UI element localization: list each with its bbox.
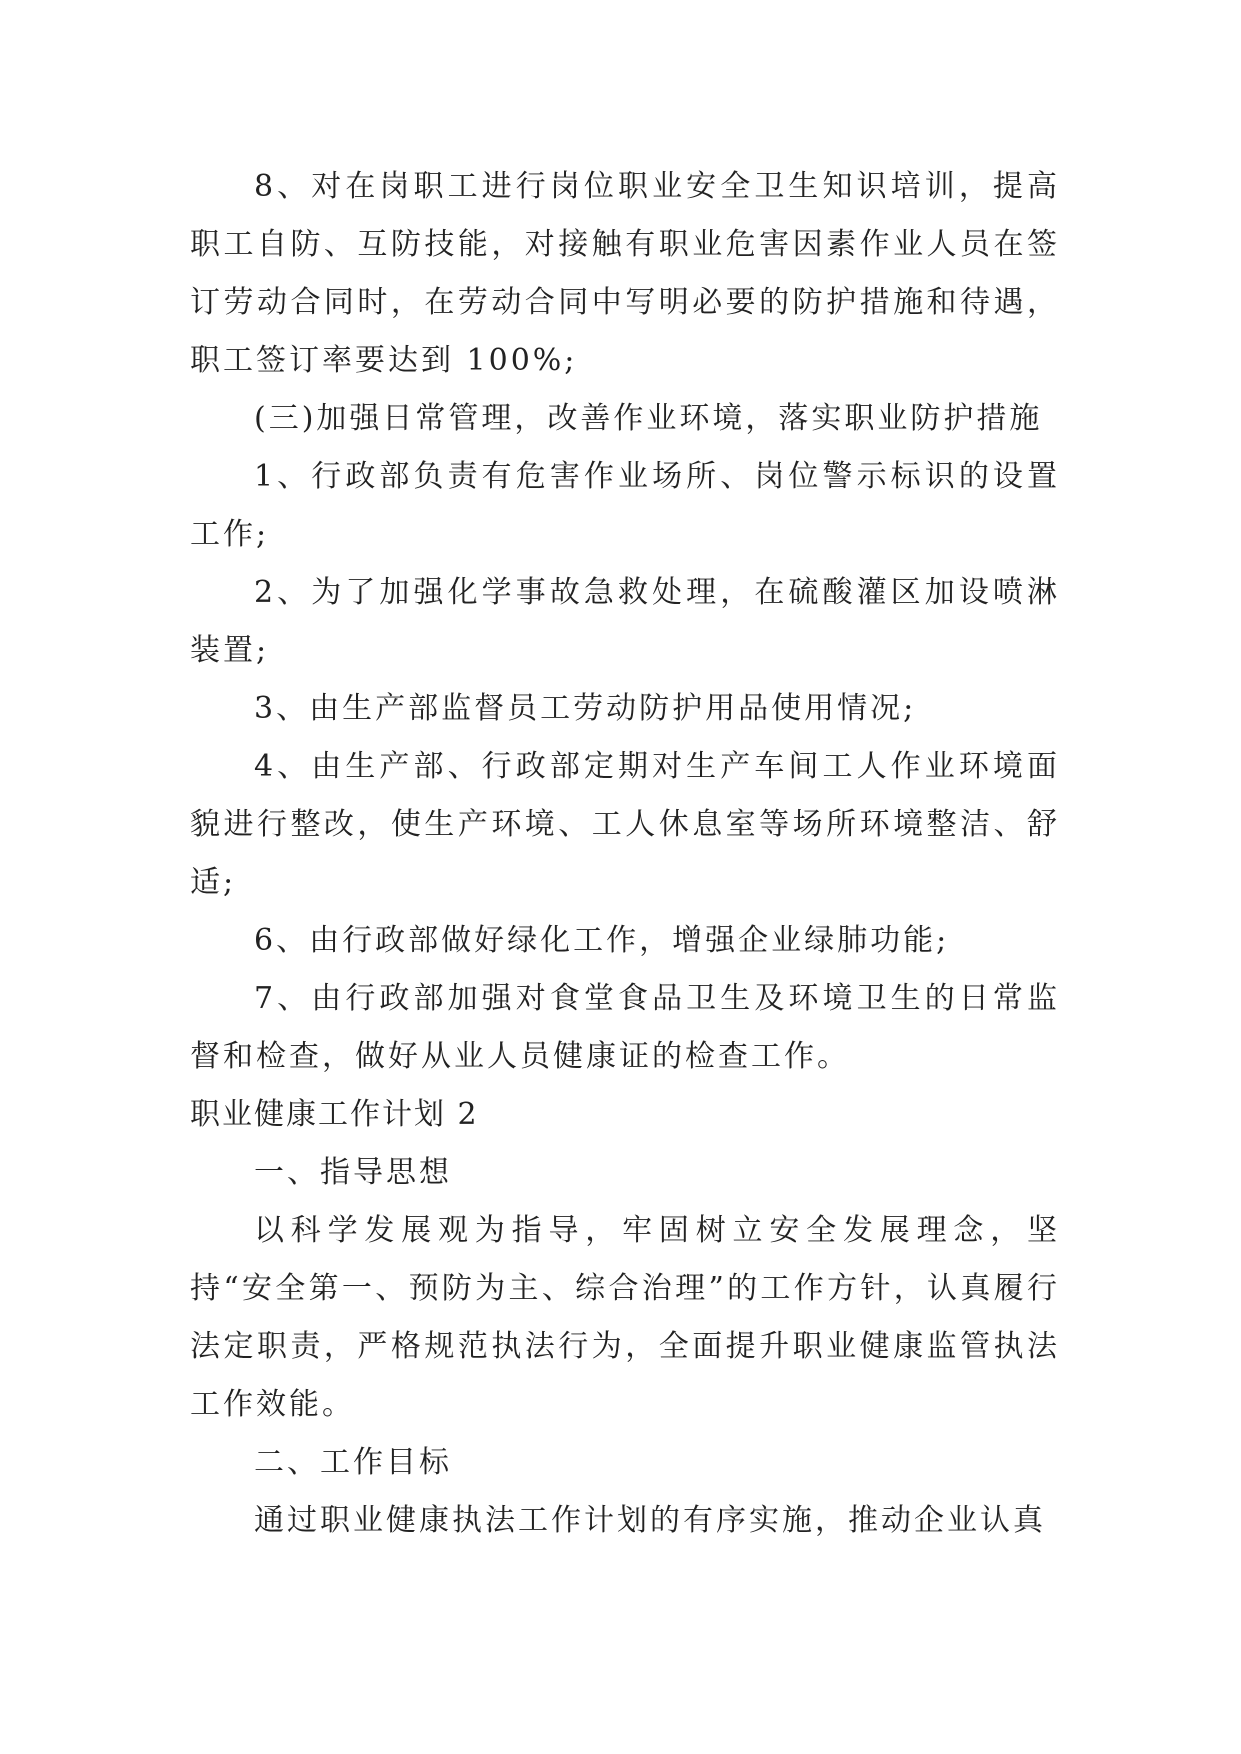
paragraph-work-goals: 通过职业健康执法工作计划的有序实施，推动企业认真 bbox=[254, 1503, 1046, 1538]
paragraph-item-2-chemical-emergency: 2、为了加强化学事故急救处理，在硫酸灌区加设喷淋装置; bbox=[190, 575, 1060, 668]
section-heading-work-goals: 二、工作目标 bbox=[254, 1445, 452, 1480]
paragraph-item-7-canteen: 7、由行政部加强对食堂食品卫生及环境卫生的日常监督和检查，做好从业人员健康证的检查工作。 bbox=[190, 981, 1060, 1074]
paragraph-item-6-greening: 6、由行政部做好绿化工作，增强企业绿肺功能; bbox=[254, 923, 950, 958]
section-heading-guiding-ideology: 一、指导思想 bbox=[254, 1155, 452, 1190]
section-heading-daily-management: (三)加强日常管理，改善作业环境，落实职业防护措施 bbox=[254, 401, 1043, 436]
paragraph-item-3-protective-equipment: 3、由生产部监督员工劳动防护用品使用情况; bbox=[254, 691, 917, 726]
paragraph-item-1-warning-signs: 1、行政部负责有危害作业场所、岗位警示标识的设置工作; bbox=[190, 459, 1060, 552]
paragraph-item-8-training: 8、对在岗职工进行岗位职业安全卫生知识培训，提高职工自防、互防技能，对接触有职业危害因素作业人员在签订劳动合同时，在劳动合同中写明必要的防护措施和待遇，职工签订率要达到 100%; bbox=[190, 169, 1060, 378]
paragraph-guiding-ideology: 以科学发展观为指导，牢固树立安全发展理念，坚持“安全第一、预防为主、综合治理”的工作方针，认真履行法定职责，严格规范执法行为，全面提升职业健康监管执法工作效能。 bbox=[190, 1213, 1060, 1422]
document-subtitle: 职业健康工作计划 2 bbox=[190, 1097, 479, 1132]
paragraph-item-4-environment: 4、由生产部、行政部定期对生产车间工人作业环境面貌进行整改，使生产环境、工人休息室等场所环境整洁、舒适; bbox=[190, 749, 1060, 900]
document-body bbox=[190, 158, 1060, 1550]
